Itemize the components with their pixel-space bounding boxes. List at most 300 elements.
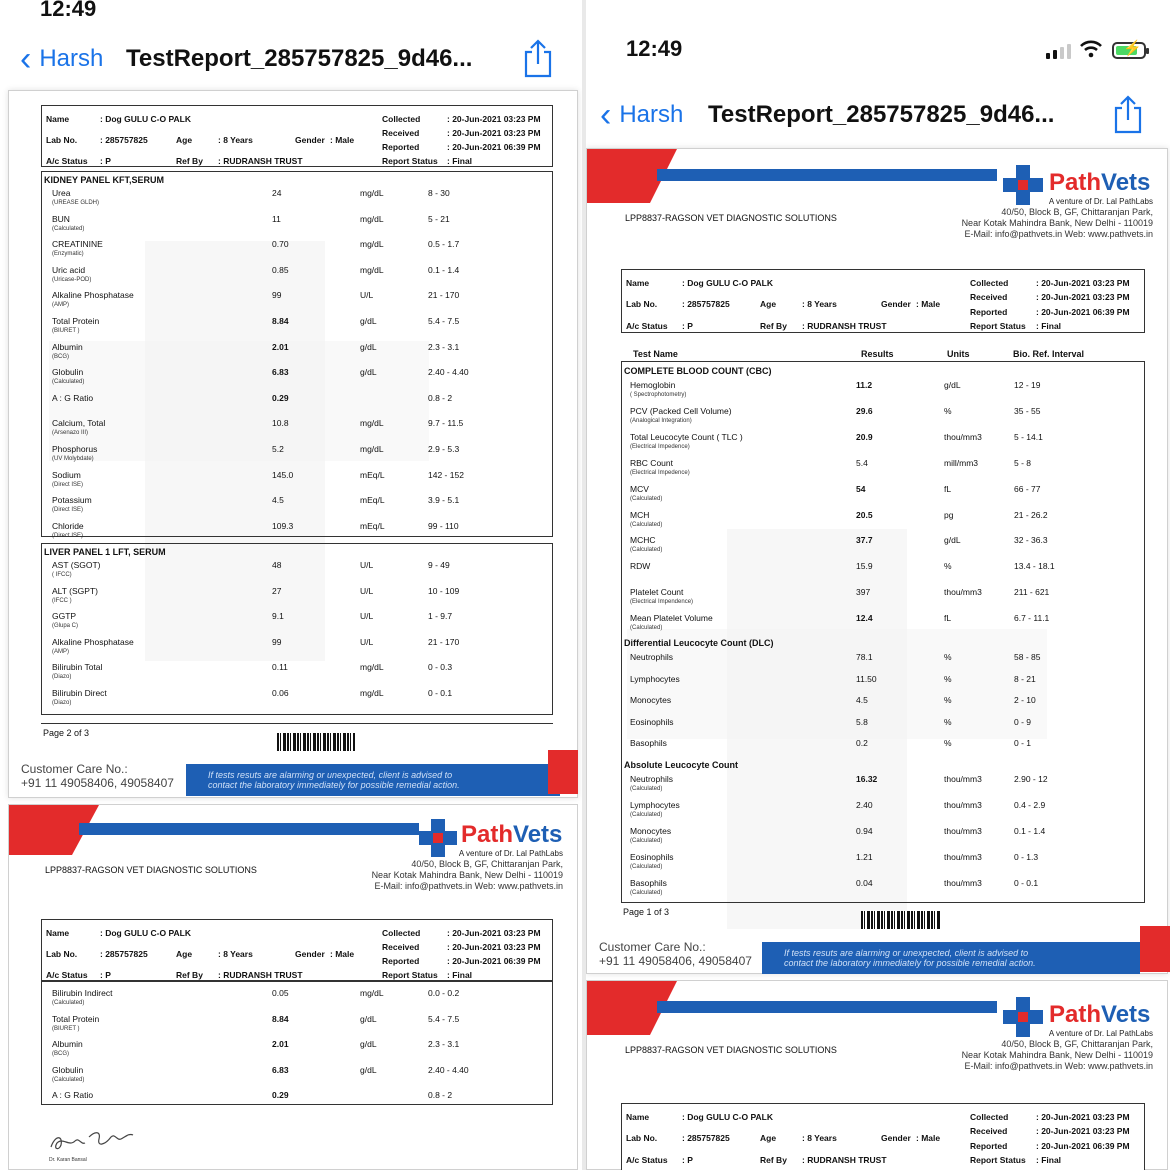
test-result: 12.4 (856, 613, 873, 624)
test-name: Albumin (52, 1039, 83, 1050)
test-unit: g/dL (360, 316, 377, 326)
test-method: (Diazo) (52, 700, 72, 706)
received-value: : 20-Jun-2021 03:23 PM (447, 128, 541, 138)
chevron-left-icon: ‹ (600, 96, 612, 134)
test-ref-interval: 2.3 - 3.1 (428, 1039, 460, 1050)
test-method: (Calculated) (630, 890, 663, 896)
result-row (42, 688, 552, 714)
name-label: Name (626, 278, 650, 288)
test-name: Phosphorus (52, 444, 98, 454)
test-result: 5.2 (272, 444, 284, 454)
test-result: 11.2 (856, 380, 873, 390)
test-name: Mean Platelet Volume (630, 613, 713, 624)
age-label: Age (176, 135, 193, 145)
test-name: Total Protein (52, 316, 100, 326)
test-result: 20.5 (856, 509, 873, 520)
pathvets-logo (461, 821, 562, 849)
age-label: Age (760, 1133, 777, 1143)
collected-value: : 20-Jun-2021 03:23 PM (447, 928, 541, 938)
refby-label: Ref By (760, 1155, 787, 1165)
test-method: (Calculated) (630, 838, 663, 844)
test-unit: mill/mm3 (944, 457, 978, 468)
share-icon[interactable] (522, 38, 554, 78)
test-name: Chloride (52, 520, 84, 531)
refby-label: Ref By (176, 970, 203, 980)
logo-path-text: Path (1049, 169, 1102, 196)
test-ref-interval: 32 - 36.3 (1014, 535, 1048, 546)
address-line1: 40/50, Block B, GF, Chittaranjan Park, (1001, 207, 1153, 217)
test-unit: thou/mm3 (944, 826, 982, 836)
test-result: 2.40 (856, 800, 873, 810)
test-method: (Calculated) (630, 812, 663, 818)
liver-panel-box (41, 543, 553, 715)
chevron-left-icon: ‹ (20, 40, 32, 78)
reported-value: : 20-Jun-2021 06:39 PM (1036, 307, 1130, 317)
result-row (42, 1014, 552, 1040)
test-unit: fL (944, 483, 952, 494)
test-result: 15.9 (856, 561, 873, 572)
result-row (622, 613, 1144, 639)
test-name: Calcium, Total (52, 418, 106, 429)
report-status-label: Report Status (970, 321, 1026, 331)
report-status-value: : Final (447, 970, 473, 980)
test-method: (Analogical Integration) (630, 417, 692, 424)
test-method: (Enzymatic) (52, 251, 84, 258)
test-ref-interval: 142 - 152 (428, 469, 464, 480)
care-label: Customer Care No.: (599, 940, 706, 954)
test-name: Globulin (52, 367, 84, 378)
header-blue-band (657, 1001, 997, 1013)
test-ref-interval: 6.7 - 11.1 (1014, 613, 1050, 624)
received-value: : 20-Jun-2021 03:23 PM (1036, 292, 1130, 302)
received-value: : 20-Jun-2021 03:23 PM (1036, 1126, 1130, 1136)
result-row (42, 560, 552, 586)
test-result: 11.50 (856, 673, 877, 684)
test-ref-interval: 13.4 - 18.1 (1014, 561, 1055, 572)
test-method: (Calculated) (52, 1000, 85, 1006)
test-result: 0.29 (272, 1090, 289, 1101)
test-ref-interval: 9.7 - 11.5 (428, 418, 464, 429)
care-label: Customer Care No.: (21, 762, 128, 776)
logo-subtitle: A venture of Dr. Lal PathLabs (1048, 197, 1153, 206)
pathvets-logo (1049, 1001, 1150, 1029)
test-result: 20.9 (856, 431, 873, 442)
disclaimer-banner (762, 942, 1140, 974)
page-number: Page 2 of 3 (43, 728, 90, 738)
test-ref-interval: 0 - 0.1 (1014, 878, 1039, 888)
kidney-panel-title: KIDNEY PANEL KFT,SERUM (44, 175, 165, 185)
test-result: 0.05 (272, 988, 289, 998)
test-ref-interval: 2.40 - 4.40 (428, 367, 469, 378)
result-row (622, 535, 1144, 561)
result-row (42, 316, 552, 342)
test-ref-interval: 0.1 - 1.4 (1014, 826, 1046, 836)
collected-value: : 20-Jun-2021 03:23 PM (1036, 278, 1130, 288)
patient-info-box (621, 1103, 1145, 1170)
kidney-panel-box (41, 171, 553, 537)
test-name: Bilirubin Indirect (52, 988, 113, 998)
cbc-results-box (621, 361, 1145, 903)
test-ref-interval: 9 - 49 (428, 560, 450, 570)
test-unit: % (944, 738, 952, 748)
test-name: Hemoglobin (630, 380, 676, 390)
result-row (42, 586, 552, 612)
test-ref-interval: 0 - 1.3 (1014, 852, 1039, 862)
lab-number: : 285757825 (682, 299, 730, 309)
patient-info-box-p3 (41, 919, 553, 981)
test-method: (UV Molybdate) (52, 456, 94, 462)
result-row (622, 380, 1144, 406)
lab-address (372, 859, 563, 891)
test-method: ( IFCC) (52, 572, 72, 578)
test-name: Potassium (52, 495, 92, 506)
acstatus-value: : P (100, 156, 111, 166)
left-screenshot (0, 0, 582, 1170)
page3-results-box (41, 981, 553, 1105)
refby-value: : RUDRANSH TRUST (218, 970, 303, 980)
result-row (622, 852, 1144, 878)
test-name: Neutrophils (630, 652, 673, 662)
reported-value: : 20-Jun-2021 06:39 PM (447, 956, 541, 966)
reported-label: Reported (970, 307, 1008, 317)
test-unit: mg/dL (360, 988, 384, 998)
test-method: (Electrical Impedence) (630, 469, 690, 476)
logo-path-text: Path (1049, 1001, 1102, 1028)
test-name: Total Protein (52, 1013, 100, 1024)
result-row (42, 1090, 552, 1116)
age-value: : 8 Years (802, 1133, 837, 1143)
test-method: (Calculated) (630, 521, 663, 528)
test-method: (BIURET ) (52, 328, 80, 334)
result-row (42, 611, 552, 637)
test-unit: g/dL (360, 1064, 377, 1075)
test-unit: g/dL (360, 367, 377, 378)
test-result: 0.85 (272, 264, 289, 275)
document-title: TestReport_285757825_9d46... (708, 101, 1055, 128)
care-numbers: +91 11 49058406, 49058407 (21, 775, 174, 790)
test-unit: g/dL (360, 1039, 377, 1050)
collected-label: Collected (970, 1112, 1009, 1122)
result-row (42, 393, 552, 419)
patient-name: : Dog GULU C-O PALK (682, 1112, 773, 1122)
test-result: 0.29 (272, 392, 289, 403)
refby-value: : RUDRANSH TRUST (802, 1155, 887, 1165)
age-value: : 8 Years (802, 299, 837, 309)
test-result: 0.70 (272, 239, 289, 250)
col-units: Units (947, 349, 970, 359)
result-row (622, 510, 1144, 536)
test-unit: U/L (360, 636, 374, 647)
test-name: Lymphocytes (630, 673, 680, 684)
report-status-label: Report Status (970, 1155, 1026, 1165)
test-unit: thou/mm3 (944, 431, 982, 442)
test-method: ( Spectrophotometry) (630, 392, 687, 398)
test-name: Eosinophils (630, 852, 674, 862)
lab-name: LPP8837-RAGSON VET DIAGNOSTIC SOLUTIONS (625, 1045, 837, 1055)
test-method: (AMP) (52, 302, 69, 309)
test-result: 27 (272, 585, 282, 596)
test-result: 48 (272, 560, 282, 570)
test-unit: U/L (360, 560, 374, 570)
test-ref-interval: 2.40 - 4.40 (428, 1064, 469, 1075)
test-result: 5.8 (856, 716, 868, 727)
test-unit: pg (944, 509, 954, 520)
disclaimer-line1: If tests resuts are alarming or unexpected, client is advised to (208, 770, 453, 780)
test-method: (Calculated) (630, 547, 663, 554)
test-unit: % (944, 716, 952, 727)
pathvets-logo (1049, 169, 1150, 197)
dlc-title: Differential Leucocyte Count (DLC) (624, 638, 774, 648)
logo-vets-text: Vets (1101, 169, 1151, 196)
lab-number: : 285757825 (100, 135, 148, 145)
result-row (42, 1039, 552, 1065)
alc-title: Absolute Leucocyte Count (624, 760, 739, 770)
pathvets-logo-icon (419, 819, 457, 857)
report-status-label: Report Status (382, 156, 438, 166)
status-time: 12:49 (40, 0, 97, 21)
test-name: MCHC (630, 535, 656, 546)
signature-caption: Dr. Karan Bansal (49, 1157, 87, 1163)
lab-number: : 285757825 (100, 949, 148, 959)
gender-label: Gender (881, 1133, 911, 1143)
page-divider (41, 723, 553, 724)
test-method: (Direct ISE) (52, 507, 84, 514)
test-name: Alkaline Phosphatase (52, 636, 134, 647)
test-name: Alkaline Phosphatase (52, 290, 134, 301)
labno-label: Lab No. (626, 1133, 658, 1143)
result-row (42, 1065, 552, 1091)
test-result: 109.3 (272, 520, 294, 531)
reported-label: Reported (970, 1141, 1008, 1151)
result-row (42, 342, 552, 368)
age-label: Age (760, 299, 777, 309)
test-ref-interval: 5.4 - 7.5 (428, 316, 460, 326)
result-row (42, 495, 552, 521)
labno-label: Lab No. (626, 299, 658, 309)
acstatus-label: A/c Status (626, 1155, 668, 1165)
address-line3: E-Mail: info@pathvets.in Web: www.pathvets.in (374, 880, 563, 891)
result-row (42, 988, 552, 1014)
back-button[interactable] (20, 42, 103, 76)
result-row (622, 458, 1144, 484)
test-result: 6.83 (272, 1064, 289, 1075)
document-title: TestReport_285757825_9d46... (126, 45, 473, 72)
test-method: (IFCC ) (52, 597, 72, 604)
test-result: 0.11 (272, 662, 288, 673)
test-method: (BCG) (52, 353, 69, 360)
result-row (622, 800, 1144, 826)
test-unit: thou/mm3 (944, 800, 982, 810)
patient-name: : Dog GULU C-O PALK (100, 114, 191, 124)
reported-value: : 20-Jun-2021 06:39 PM (1036, 1141, 1130, 1151)
share-icon[interactable] (1112, 94, 1144, 134)
page-number: Page 1 of 3 (623, 907, 670, 917)
test-ref-interval: 66 - 77 (1014, 483, 1041, 494)
test-name: Basophils (630, 738, 667, 748)
lab-number: : 285757825 (682, 1133, 730, 1143)
customer-care (599, 941, 752, 969)
acstatus-label: A/c Status (46, 156, 88, 166)
test-ref-interval: 12 - 19 (1014, 380, 1041, 390)
header-blue-band (657, 169, 997, 181)
test-name: Urea (52, 188, 71, 198)
disclaimer-banner (186, 764, 560, 796)
test-unit: % (944, 652, 952, 662)
test-ref-interval: 5 - 14.1 (1014, 431, 1043, 442)
test-method: (Calculated) (630, 786, 663, 792)
test-result: 145.0 (272, 469, 294, 480)
test-result: 5.4 (856, 457, 868, 468)
test-result: 0.06 (272, 688, 289, 698)
test-ref-interval: 0.1 - 1.4 (428, 264, 460, 275)
acstatus-label: A/c Status (46, 970, 88, 980)
address-line2: Near Kotak Mahindra Bank, New Delhi - 110019 (961, 1049, 1153, 1060)
test-name: GGTP (52, 611, 77, 622)
test-name: Lymphocytes (630, 800, 680, 810)
test-name: Monocytes (630, 826, 672, 836)
test-method: (AMP) (52, 648, 69, 655)
battery-icon (1112, 42, 1146, 59)
acstatus-label: A/c Status (626, 321, 668, 331)
age-value: : 8 Years (218, 949, 253, 959)
test-method: (Direct ISE) (52, 481, 84, 488)
lab-name: LPP8837-RAGSON VET DIAGNOSTIC SOLUTIONS (45, 865, 257, 875)
test-result: 10.8 (272, 418, 289, 429)
test-ref-interval: 58 - 85 (1014, 652, 1041, 662)
report-status-value: : Final (447, 156, 473, 166)
customer-care (21, 763, 174, 791)
test-unit: g/dL (944, 535, 961, 546)
received-label: Received (970, 1126, 1008, 1136)
received-value: : 20-Jun-2021 03:23 PM (447, 942, 541, 952)
test-name: CREATININE (52, 239, 103, 250)
disclaimer-line1: If tests resuts are alarming or unexpected, client is advised to (784, 948, 1029, 958)
test-ref-interval: 0 - 0.3 (428, 662, 453, 673)
result-row (42, 265, 552, 291)
test-name: Globulin (52, 1064, 84, 1075)
report-status-value: : Final (1036, 1155, 1062, 1165)
received-label: Received (970, 292, 1008, 302)
care-numbers: +91 11 49058406, 49058407 (599, 953, 752, 968)
collected-label: Collected (382, 114, 421, 124)
test-result: 8.84 (272, 316, 289, 326)
test-ref-interval: 2.9 - 5.3 (428, 444, 460, 454)
test-name: RBC Count (630, 457, 673, 468)
test-name: Monocytes (630, 695, 672, 705)
result-row (42, 470, 552, 496)
test-ref-interval: 21 - 170 (428, 290, 460, 301)
test-ref-interval: 8 - 21 (1014, 673, 1036, 684)
report-status-label: Report Status (382, 970, 438, 980)
collected-label: Collected (382, 928, 421, 938)
test-ref-interval: 3.9 - 5.1 (428, 495, 460, 506)
name-label: Name (626, 1112, 650, 1122)
test-result: 0.2 (856, 738, 868, 748)
cellular-signal-icon (1046, 44, 1071, 59)
result-row (42, 188, 552, 214)
test-result: 0.04 (856, 878, 873, 888)
test-name: ALT (SGPT) (52, 585, 98, 596)
test-unit: thou/mm3 (944, 774, 982, 784)
result-row (42, 444, 552, 470)
refby-value: : RUDRANSH TRUST (802, 321, 887, 331)
received-label: Received (382, 128, 420, 138)
name-label: Name (46, 928, 70, 938)
test-result: 397 (856, 587, 871, 598)
test-unit: % (944, 673, 952, 684)
test-ref-interval: 5 - 21 (428, 213, 450, 224)
back-label: Harsh (619, 101, 684, 128)
age-value: : 8 Years (218, 135, 253, 145)
test-result: 11 (272, 213, 281, 224)
gender-label: Gender (295, 949, 325, 959)
gender-value: : Male (916, 1133, 941, 1143)
test-method: (Electrical Impedence) (630, 443, 690, 450)
test-unit: U/L (360, 611, 374, 622)
signature-image (45, 1127, 145, 1157)
back-button[interactable] (600, 98, 683, 132)
test-unit: mg/dL (360, 239, 384, 250)
test-unit: mg/dL (360, 688, 384, 698)
address-line1: 40/50, Block B, GF, Chittaranjan Park, (1001, 1039, 1153, 1049)
patient-name: : Dog GULU C-O PALK (682, 278, 773, 288)
logo-path-text: Path (461, 821, 514, 848)
test-result: 54 (856, 483, 866, 494)
received-label: Received (382, 942, 420, 952)
gender-label: Gender (295, 135, 325, 145)
test-unit: U/L (360, 290, 374, 301)
test-result: 16.32 (856, 774, 878, 784)
test-ref-interval: 2.3 - 3.1 (428, 341, 460, 352)
test-ref-interval: 35 - 55 (1014, 405, 1041, 416)
acstatus-value: : P (100, 970, 111, 980)
test-name: Uric acid (52, 264, 86, 275)
test-unit: U/L (360, 585, 374, 596)
test-name: MCH (630, 509, 650, 520)
labno-label: Lab No. (46, 135, 78, 145)
barcode (861, 911, 941, 929)
test-method: (Calculated) (630, 495, 663, 502)
test-method: (Uricase-POD) (52, 276, 92, 283)
nav-bar (0, 34, 582, 84)
result-row (622, 878, 1144, 904)
test-unit: % (944, 561, 952, 572)
pathvets-logo-icon (1003, 997, 1043, 1037)
test-unit: mg/dL (360, 662, 384, 673)
gender-value: : Male (916, 299, 941, 309)
reported-label: Reported (382, 956, 420, 966)
test-unit: g/dL (360, 1013, 377, 1024)
test-result: 8.84 (272, 1013, 289, 1024)
test-ref-interval: 21 - 26.2 (1014, 509, 1048, 520)
col-test-name: Test Name (633, 349, 678, 359)
test-unit: g/dL (360, 341, 377, 352)
result-row (622, 484, 1144, 510)
test-unit: mg/dL (360, 213, 384, 224)
test-name: Bilirubin Direct (52, 688, 107, 698)
test-unit: thou/mm3 (944, 587, 982, 598)
result-row (622, 587, 1144, 613)
result-row (42, 290, 552, 316)
test-ref-interval: 0 - 1 (1014, 738, 1032, 748)
test-unit: mEq/L (360, 495, 385, 506)
test-method: (Electrical Impendence) (630, 599, 694, 606)
wifi-icon (1080, 40, 1102, 58)
test-name: Albumin (52, 341, 83, 352)
test-ref-interval: 211 - 621 (1014, 587, 1050, 598)
test-ref-interval: 5 - 8 (1014, 457, 1032, 468)
address-line2: Near Kotak Mahindra Bank, New Delhi - 110019 (371, 869, 563, 880)
